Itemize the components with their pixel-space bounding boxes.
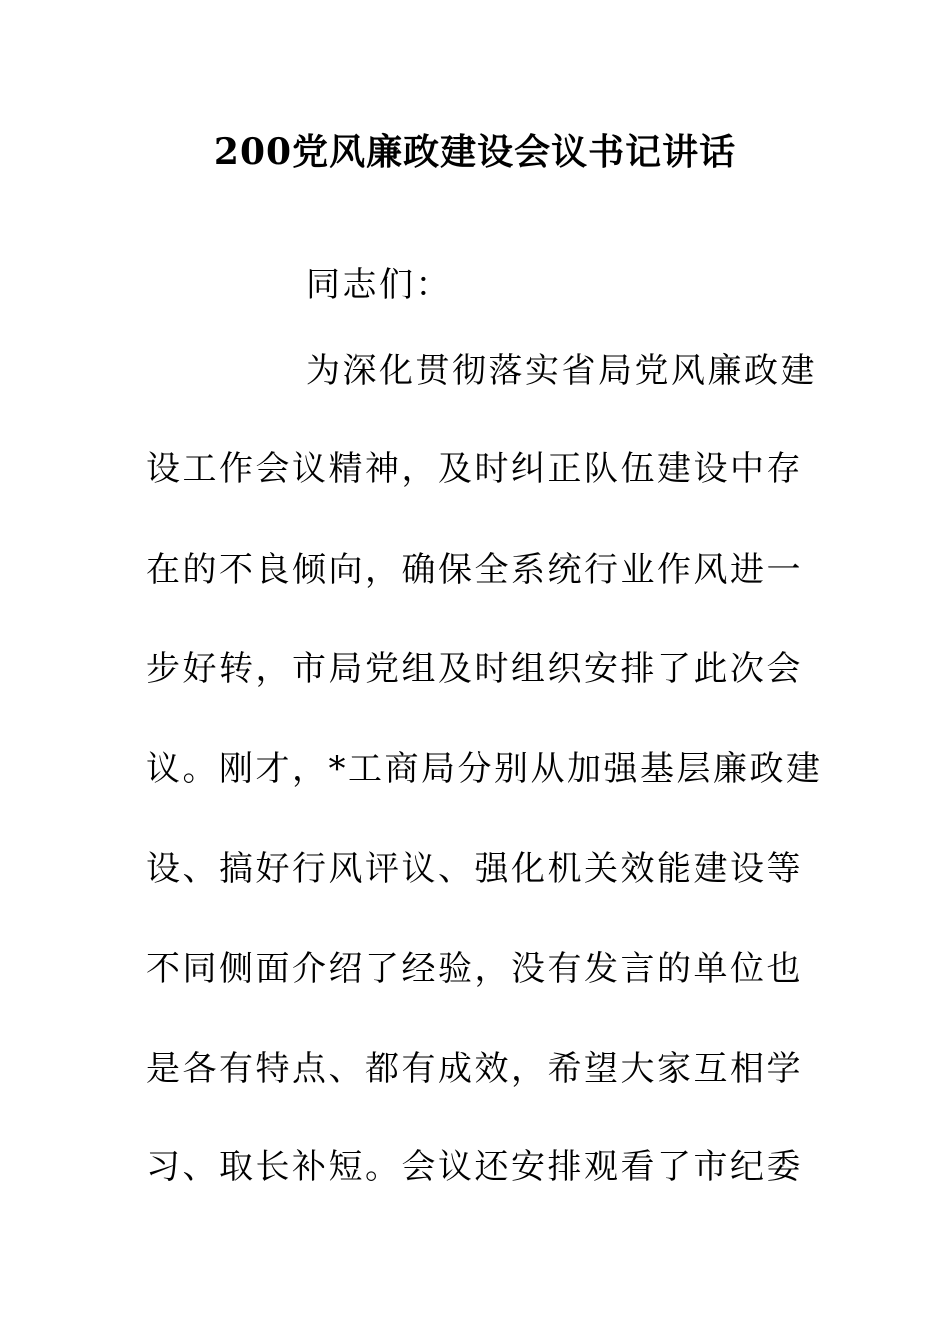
document-title: 200党风廉政建设会议书记讲话	[213, 131, 737, 173]
paragraph-line: 在的不良倾向，确保全系统行业作风进一	[146, 550, 803, 590]
paragraph-line: 是各有特点、都有成效，希望大家互相学	[146, 1049, 803, 1089]
paragraph-line: 步好转，市局党组及时组织安排了此次会	[146, 649, 803, 689]
paragraph-line: 设、搞好行风评议、强化机关效能建设等	[146, 849, 803, 889]
greeting: 同志们：	[306, 265, 452, 305]
paragraph-line: 议。刚才，*工商局分别从加强基层廉政建	[146, 749, 823, 789]
paragraph-line: 为深化贯彻落实省局党风廉政建	[306, 351, 817, 391]
paragraph-line: 不同侧面介绍了经验，没有发言的单位也	[146, 949, 803, 989]
paragraph-line: 设工作会议精神，及时纠正队伍建设中存	[146, 449, 803, 489]
paragraph-line: 习、取长补短。会议还安排观看了市纪委	[146, 1147, 803, 1187]
